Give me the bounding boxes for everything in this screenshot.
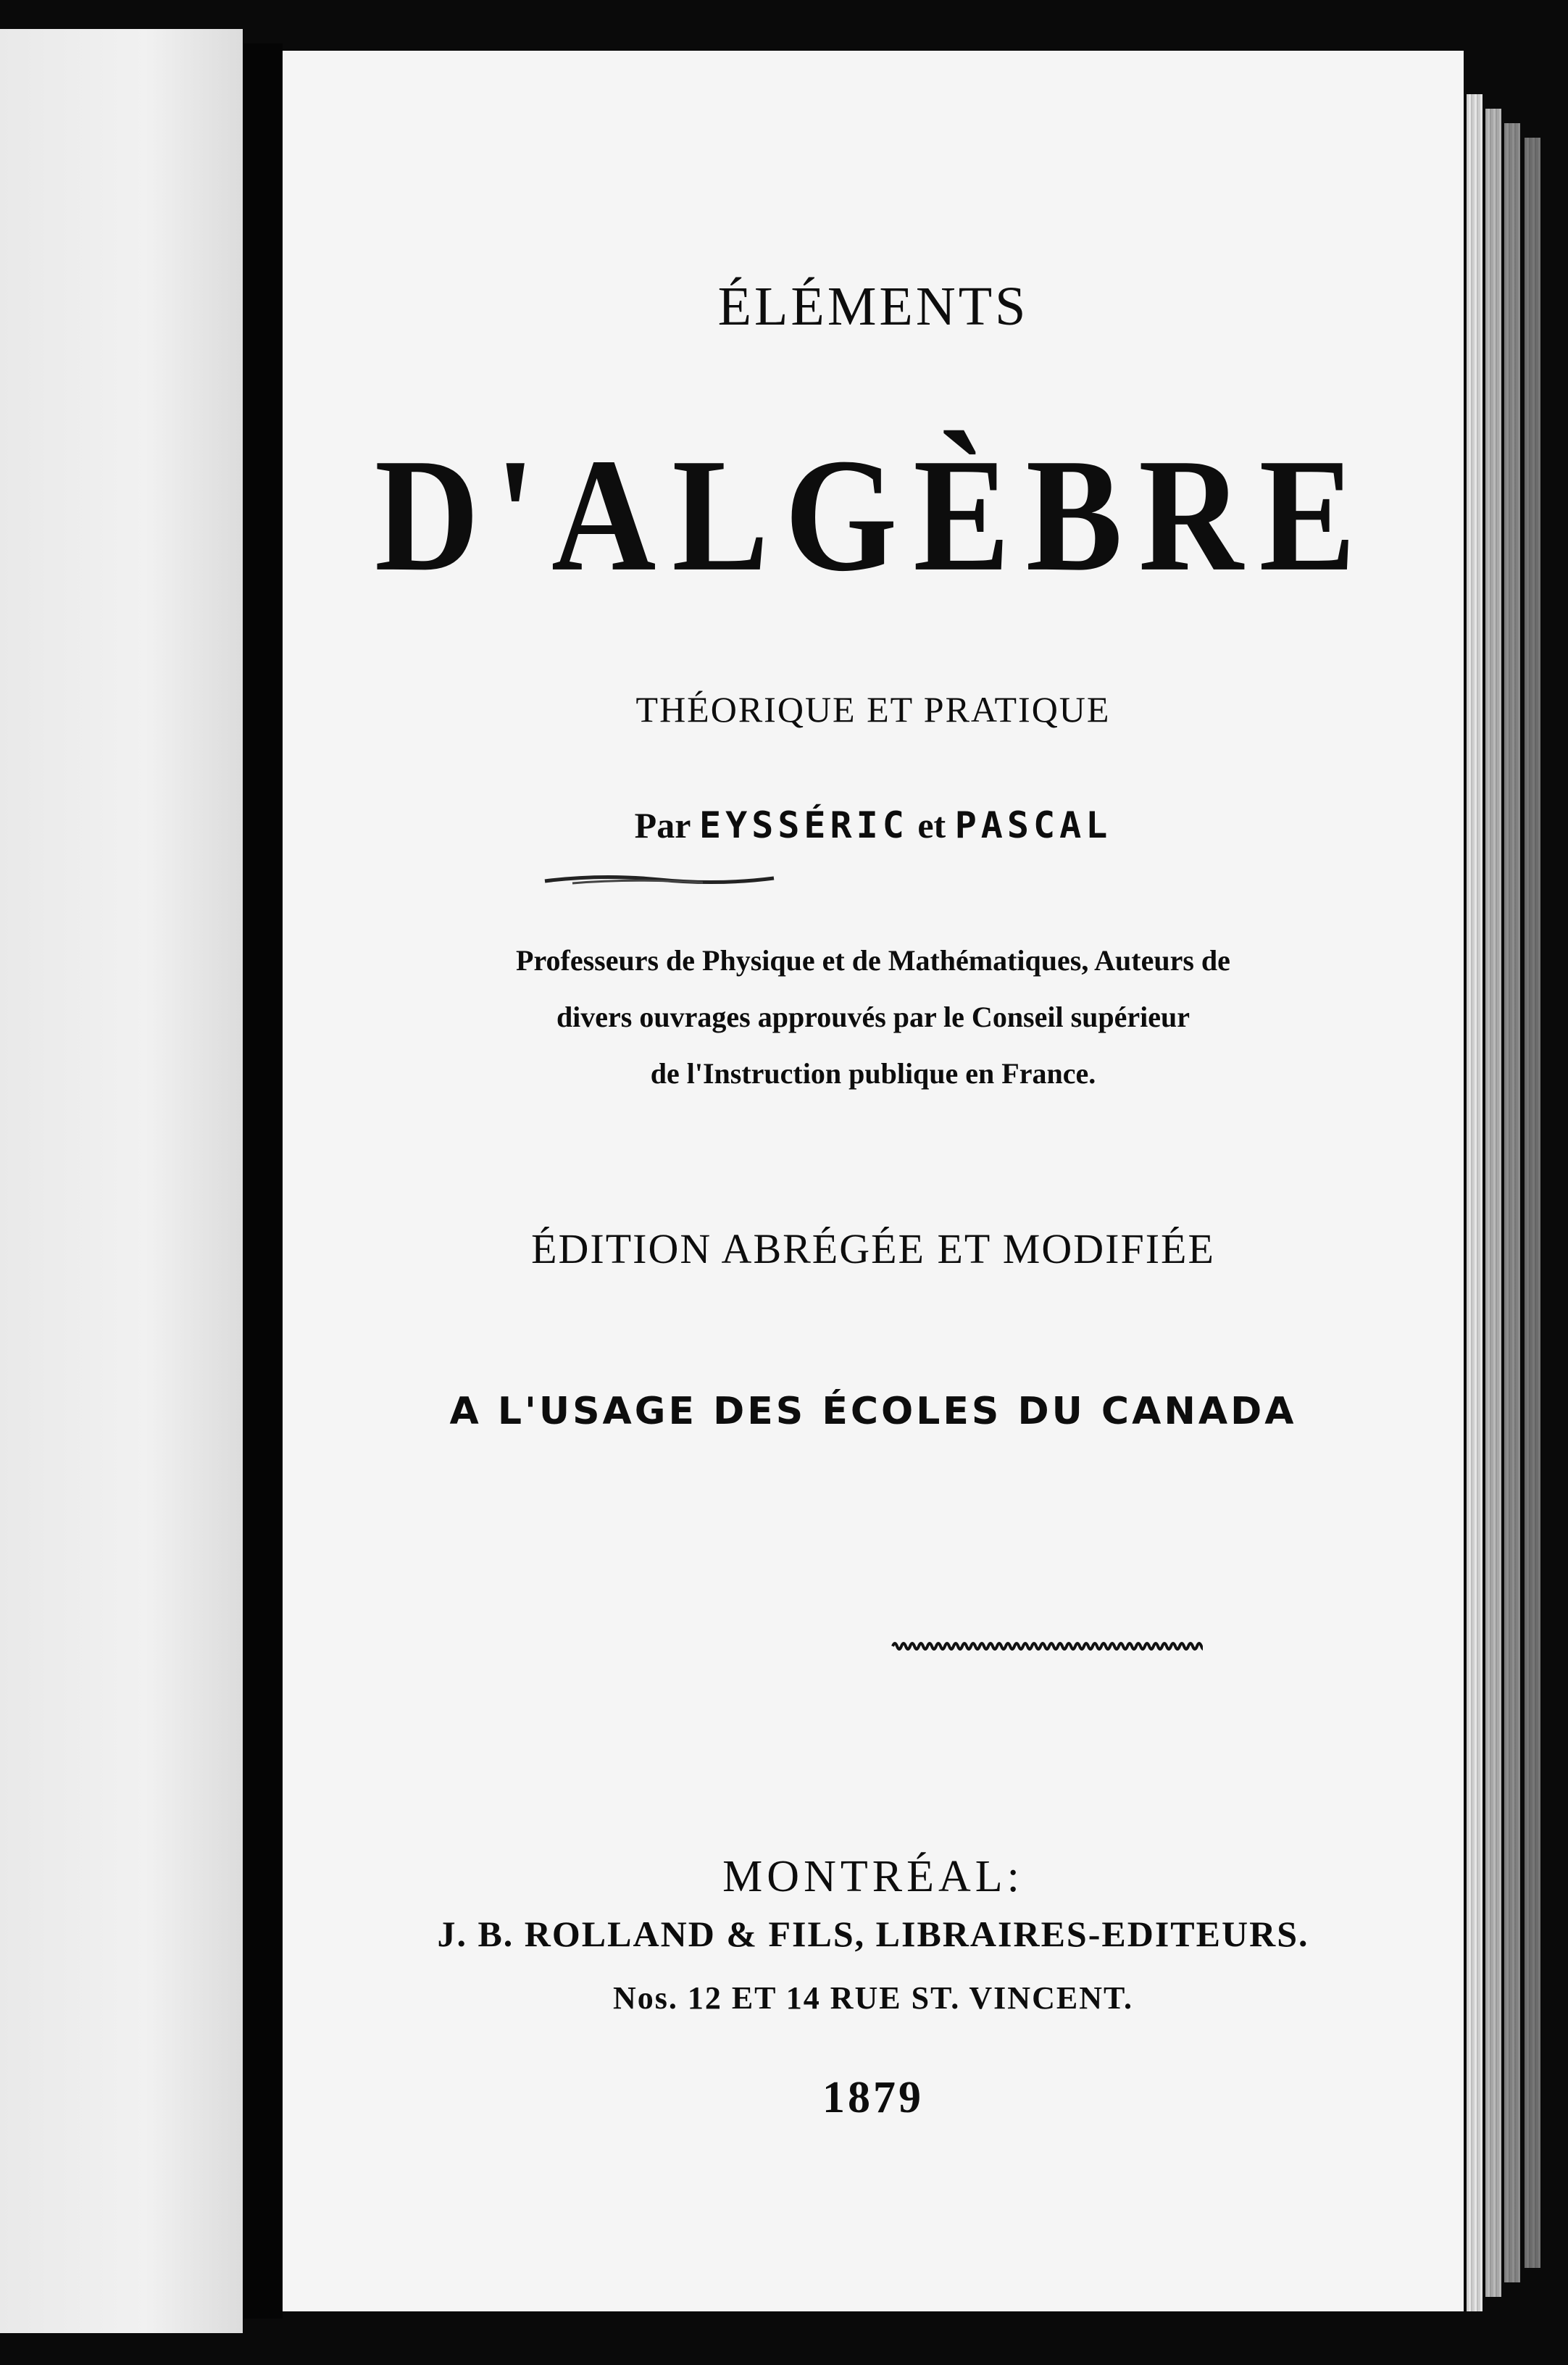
- edition-statement: ÉDITION ABRÉGÉE ET MODIFIÉE: [531, 1225, 1215, 1272]
- imprint-city: MONTRÉAL:: [722, 1852, 1024, 1901]
- page-edge-stack: [1467, 94, 1482, 2311]
- facing-page: [0, 29, 243, 2333]
- credentials-line-3: de l'Instruction publique en France.: [650, 1057, 1096, 1090]
- authors-prefix: Par: [634, 805, 691, 846]
- imprint-year: 1879: [822, 2073, 924, 2122]
- page-edge-stack: [1485, 109, 1501, 2297]
- usage-statement: A L'USAGE DES ÉCOLES DU CANADA: [449, 1390, 1297, 1433]
- page-edge-stack: [1525, 138, 1540, 2268]
- credentials-line-1: Professeurs de Physique et de Mathématiques, Auteurs de: [516, 944, 1230, 977]
- author-eysseric: EYSSÉRIC: [699, 804, 909, 846]
- authors-line: [283, 804, 1464, 846]
- page-edge-stack: [1504, 123, 1520, 2282]
- credentials-line-2: divers ouvrages approuvés par le Conseil supérieur: [556, 1001, 1190, 1033]
- imprint-address: Nos. 12 ET 14 RUE ST. VINCENT.: [612, 1980, 1134, 2016]
- subtitle: THÉORIQUE ET PRATIQUE: [635, 689, 1111, 730]
- title-page: [283, 51, 1464, 2311]
- authors-join: et: [917, 805, 946, 846]
- book-title: D'ALGÈBRE: [374, 425, 1372, 606]
- imprint-publisher: J. B. ROLLAND & FILS, LIBRAIRES-EDITEURS.: [437, 1914, 1309, 1954]
- book-gutter: [243, 43, 283, 2319]
- author-pascal: PASCAL: [954, 804, 1112, 846]
- swash-ornament: [543, 871, 775, 888]
- wavy-rule-ornament: [891, 1638, 1203, 1655]
- heading: ÉLÉMENTS: [717, 276, 1029, 337]
